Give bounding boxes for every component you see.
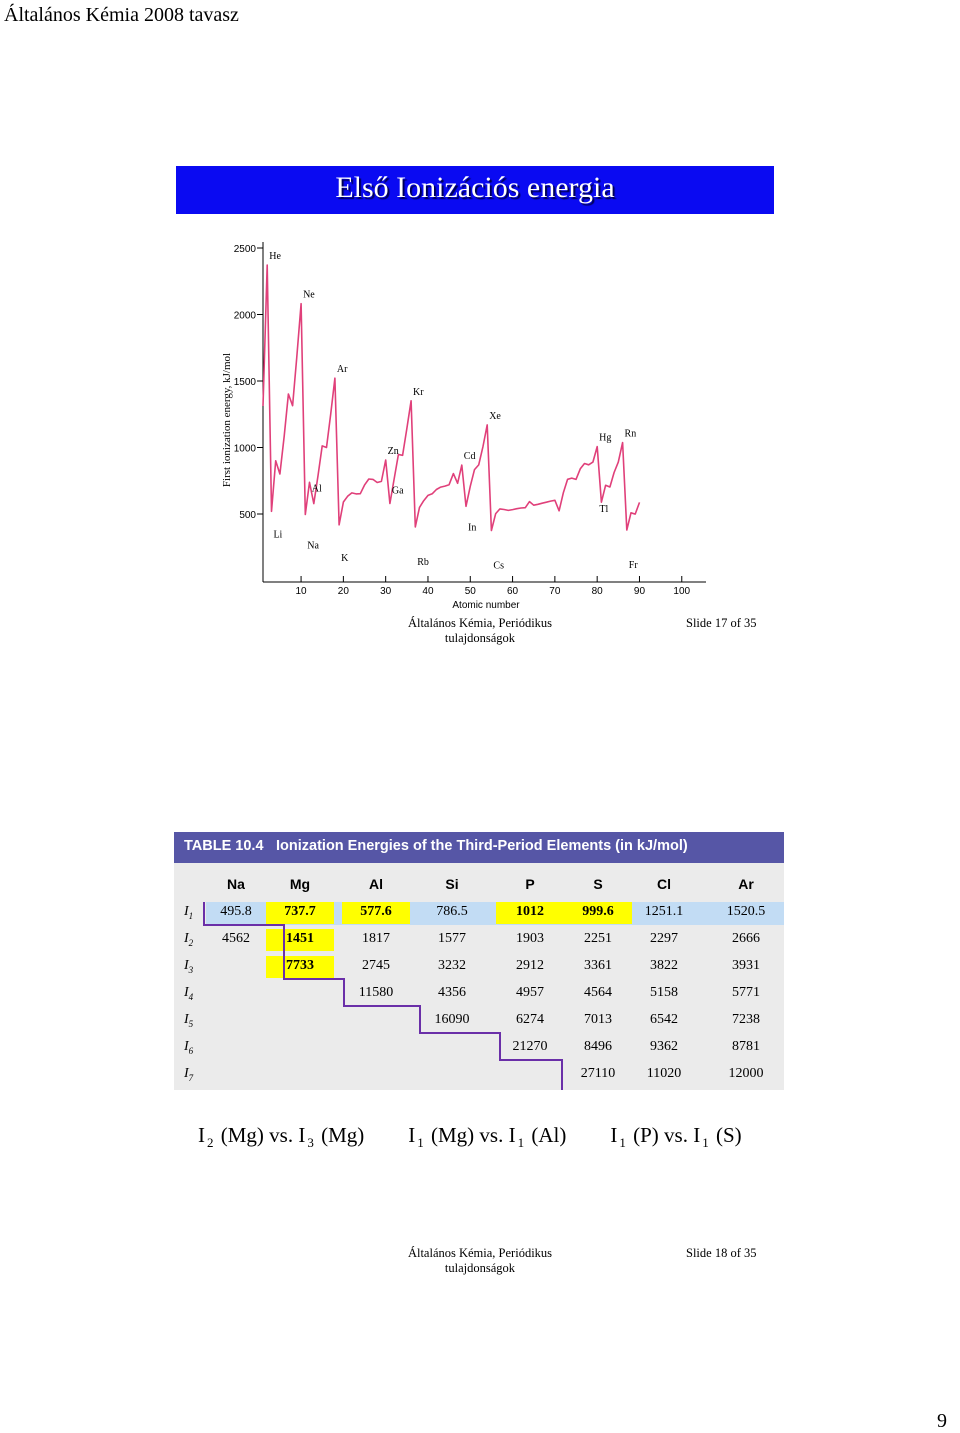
column-header: Si bbox=[445, 876, 459, 892]
annotation-li: Li bbox=[273, 529, 283, 541]
table-cell: 2745 bbox=[362, 958, 390, 973]
table-cell: 6542 bbox=[650, 1012, 678, 1027]
annotation-k: K bbox=[341, 552, 349, 564]
table-cell: 2251 bbox=[584, 931, 612, 946]
x-tick-label: 70 bbox=[549, 586, 561, 597]
table-cell: 4562 bbox=[222, 931, 250, 946]
comparison-item: I $_1$ (P) vs. I $_1$ (S) bbox=[610, 1123, 742, 1151]
column-header: Ar bbox=[738, 876, 754, 892]
y-tick-label: 1000 bbox=[233, 443, 256, 455]
row-label: $I_1$ bbox=[184, 904, 194, 921]
column-header: P bbox=[525, 876, 535, 892]
x-tick-label: 50 bbox=[464, 586, 476, 597]
table-cell: 6274 bbox=[516, 1012, 544, 1027]
annotation-ne: Ne bbox=[303, 289, 315, 301]
y-tick-label: 1500 bbox=[233, 377, 256, 388]
page-number: 9 bbox=[937, 1410, 947, 1432]
table-cell: 8781 bbox=[732, 1039, 760, 1054]
x-tick-label: 30 bbox=[380, 586, 392, 597]
table-cell: 1012 bbox=[516, 904, 544, 919]
row-label: $I_7$ bbox=[184, 1066, 194, 1083]
annotation-he: He bbox=[269, 251, 281, 263]
table-highlights bbox=[174, 832, 784, 1090]
row-label: $I_5$ bbox=[184, 1012, 194, 1029]
slide-17-number: Slide 17 of 35 bbox=[686, 616, 757, 630]
column-header: Cl bbox=[657, 876, 671, 892]
table-cell: 2666 bbox=[732, 931, 760, 946]
table-cell: 495.8 bbox=[220, 904, 252, 919]
y-tick-label: 2000 bbox=[233, 310, 256, 322]
table-cell: 4564 bbox=[584, 985, 612, 1000]
table-cell: 3931 bbox=[732, 958, 760, 973]
annotation-xe: Xe bbox=[489, 410, 501, 422]
table-cell: 11020 bbox=[646, 1066, 682, 1081]
slide-title: Első Ionizációs energia bbox=[335, 171, 615, 204]
table-cell: 1251.1 bbox=[644, 904, 684, 919]
table-cell: 3822 bbox=[650, 958, 678, 973]
annotation-ga: Ga bbox=[391, 485, 404, 497]
x-tick-label: 40 bbox=[422, 586, 434, 597]
x-tick-label: 100 bbox=[673, 586, 691, 597]
annotation-cd: Cd bbox=[463, 451, 476, 463]
table-cell: 5771 bbox=[732, 985, 760, 1000]
annotation-rn: Rn bbox=[624, 428, 637, 440]
x-tick-label: 90 bbox=[633, 586, 646, 597]
table-cell: 1903 bbox=[516, 931, 544, 946]
table-cell: 21270 bbox=[512, 1039, 548, 1054]
table-title: Ionization Energies of the Third-Period Elements (in kJ/mol) bbox=[276, 838, 688, 854]
table-cell: 737.7 bbox=[284, 904, 316, 919]
slide-18-number: Slide 18 of 35 bbox=[686, 1246, 757, 1260]
table-cell: 1817 bbox=[362, 931, 390, 946]
y-axis-label: First ionization energy, kJ/mol bbox=[221, 352, 233, 488]
table-cell: 999.6 bbox=[582, 904, 614, 919]
x-tick-label: 80 bbox=[591, 586, 603, 597]
table-cell: 9362 bbox=[650, 1039, 678, 1054]
row-label: $I_3$ bbox=[184, 958, 194, 975]
annotation-in: In bbox=[468, 522, 477, 534]
table-cell: 11580 bbox=[358, 985, 394, 1000]
x-tick-label: 10 bbox=[295, 586, 307, 597]
annotation-al: Al bbox=[311, 483, 322, 495]
slide-18-footer-caption: Általános Kémia, Periódikus tulajdonságok bbox=[407, 1246, 553, 1275]
annotation-cs: Cs bbox=[493, 560, 504, 572]
table-cell: 4356 bbox=[438, 985, 466, 1000]
comparison-item: I $_2$ (Mg) vs. I $_3$ (Mg) bbox=[198, 1123, 365, 1151]
table-cell: 1520.5 bbox=[726, 904, 766, 919]
document-header: Általános Kémia 2008 tavasz bbox=[4, 4, 239, 26]
slide-17-footer-caption: Általános Kémia, Periódikus tulajdonságok bbox=[407, 616, 553, 645]
annotation-tl: Tl bbox=[599, 504, 609, 516]
y-tick-label: 500 bbox=[239, 510, 256, 521]
annotation-ar: Ar bbox=[336, 364, 348, 376]
annotation-kr: Kr bbox=[413, 386, 424, 398]
ionization-energy-chart bbox=[200, 230, 720, 615]
annotation-na: Na bbox=[307, 540, 319, 552]
table-cell: 12000 bbox=[728, 1066, 764, 1081]
table-cell: 786.5 bbox=[436, 904, 468, 919]
table-cell: 2912 bbox=[516, 958, 544, 973]
annotation-hg: Hg bbox=[599, 432, 612, 444]
table-cell: 2297 bbox=[650, 931, 678, 946]
annotation-rb: Rb bbox=[417, 556, 429, 568]
table-cell: 4957 bbox=[516, 985, 544, 1000]
table-cell: 3361 bbox=[584, 958, 612, 973]
table-cell: 577.6 bbox=[360, 904, 392, 919]
table-cell: 7238 bbox=[732, 1012, 760, 1027]
annotation-zn: Zn bbox=[387, 446, 399, 458]
table-cell: 7013 bbox=[584, 1012, 612, 1027]
row-label: $I_2$ bbox=[184, 931, 194, 948]
table-cell: 3232 bbox=[438, 958, 466, 973]
x-tick-label: 20 bbox=[337, 586, 349, 597]
column-header: S bbox=[593, 876, 603, 892]
table-cell: 5158 bbox=[650, 985, 678, 1000]
table-cell: 1577 bbox=[438, 931, 466, 946]
annotation-fr: Fr bbox=[628, 559, 638, 571]
x-tick-label: 60 bbox=[507, 586, 519, 597]
x-axis-label: Atomic number bbox=[452, 600, 520, 611]
table-cell: 7733 bbox=[286, 958, 314, 973]
column-header: Mg bbox=[289, 876, 311, 892]
table-cell: 27110 bbox=[580, 1066, 616, 1081]
comparison-line bbox=[198, 1123, 898, 1151]
column-header: Na bbox=[227, 876, 245, 892]
table-cell: 16090 bbox=[434, 1012, 470, 1027]
ionization-table bbox=[174, 832, 784, 1090]
row-label: $I_4$ bbox=[184, 985, 194, 1002]
comparison-item: I $_1$ (Mg) vs. I $_1$ (Al) bbox=[408, 1123, 567, 1151]
table-cell: 8496 bbox=[584, 1039, 612, 1054]
row-label: $I_6$ bbox=[184, 1039, 194, 1056]
table-tag: TABLE 10.4 bbox=[184, 838, 264, 854]
column-header: Al bbox=[369, 876, 383, 892]
table-cell: 1451 bbox=[286, 931, 314, 946]
y-tick-label: 2500 bbox=[233, 244, 256, 255]
